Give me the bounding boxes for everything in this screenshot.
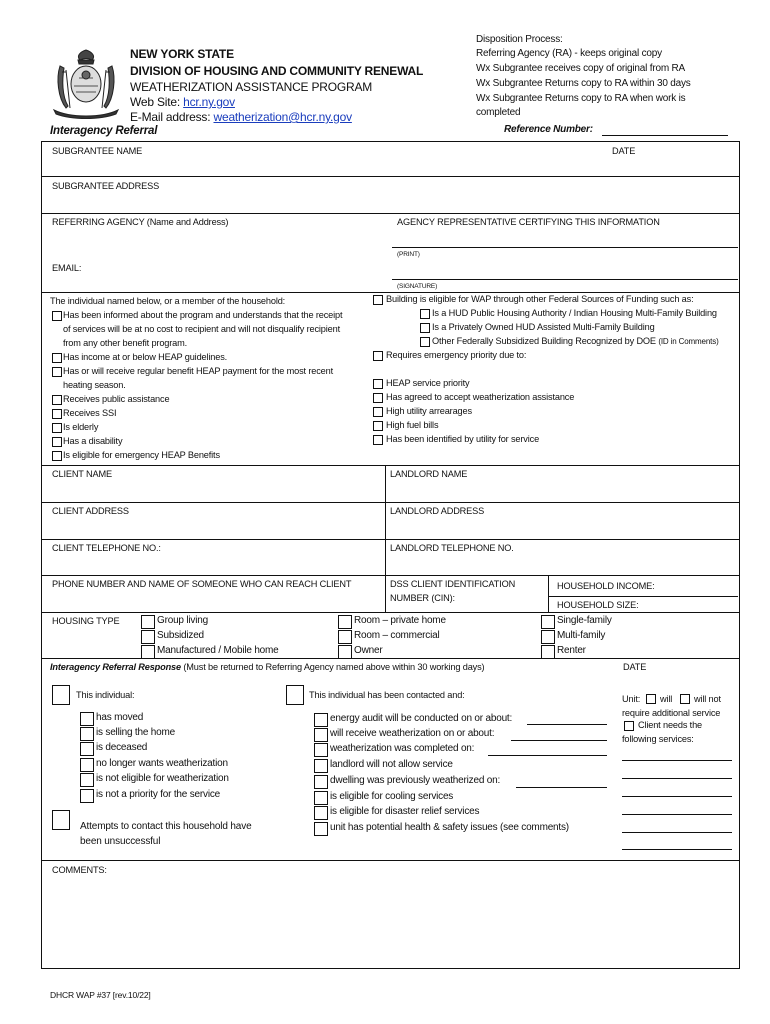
hud-private-checkbox[interactable] (420, 323, 430, 333)
public-assistance-text: Receives public assistance (63, 394, 170, 404)
comments-area[interactable] (44, 878, 736, 964)
not-eligible-text: is not eligible for weatherization (96, 773, 229, 784)
group-living-text: Group living (157, 615, 208, 626)
not-eligible-checkbox[interactable] (80, 773, 94, 787)
service-line[interactable] (622, 849, 732, 850)
subsidized-text: Subsidized (157, 630, 204, 641)
deceased-checkbox[interactable] (80, 742, 94, 756)
disposition-line: completed (476, 107, 521, 118)
form-number: DHCR WAP #37 [rev.10/22] (50, 990, 151, 1000)
hud-private-text: Is a Privately Owned HUD Assisted Multi-Family Building (432, 322, 655, 332)
response-title (50, 662, 484, 673)
heap-priority-text: HEAP service priority (386, 378, 470, 388)
emergency-priority-text: Requires emergency priority due to: (386, 350, 527, 360)
household-size-label: HOUSEHOLD SIZE: (557, 600, 639, 610)
utility-identified-text: Has been identified by utility for service (386, 434, 540, 444)
household-income-label: HOUSEHOLD INCOME: (557, 581, 655, 591)
client-address-label: CLIENT ADDRESS (52, 506, 129, 516)
service-line[interactable] (622, 778, 732, 779)
comments-label: COMMENTS: (52, 865, 107, 875)
informed-text: Has been informed about the program and understands that the receipt (63, 310, 343, 320)
manufactured-checkbox[interactable] (141, 645, 155, 659)
unit-will-not-checkbox[interactable] (680, 694, 690, 704)
disposition-line: Wx Subgrantee Returns copy to RA when work is (476, 93, 686, 104)
this-individual-text: This individual: (76, 690, 135, 700)
informed-text: from any other benefit program. (63, 338, 188, 348)
ssi-checkbox[interactable] (52, 409, 62, 419)
print-label: (PRINT) (397, 251, 420, 258)
not-priority-checkbox[interactable] (80, 789, 94, 803)
client-needs-checkbox[interactable] (624, 721, 634, 731)
multi-family-text: Multi-family (557, 630, 606, 641)
landlord-not-allow-text: landlord will not allow service (330, 759, 453, 770)
room-commercial-checkbox[interactable] (338, 630, 352, 644)
fuel-bills-checkbox[interactable] (373, 421, 383, 431)
emergency-heap-checkbox[interactable] (52, 451, 62, 461)
informed-text: of services will be at no cost to recipient and will not disqualify recipient (63, 324, 340, 334)
no-longer-wants-checkbox[interactable] (80, 758, 94, 772)
response-title-label: Interagency Referral Response (50, 662, 181, 672)
previously-weatherized-checkbox[interactable] (314, 775, 328, 789)
hud-pha-text: Is a HUD Public Housing Authority / Indian Housing Multi-Family Building (432, 308, 717, 318)
require-service-text: require additional service (622, 708, 721, 718)
unit-label: Unit: (622, 694, 641, 704)
previously-weatherized-date-field[interactable] (516, 787, 607, 788)
building-eligible-checkbox[interactable] (373, 295, 383, 305)
owner-text: Owner (354, 645, 383, 656)
single-family-checkbox[interactable] (541, 615, 555, 629)
landlord-address-label: LANDLORD ADDRESS (390, 506, 485, 516)
accept-wx-text: Has agreed to accept weatherization assistance (386, 392, 575, 402)
attempts-checkbox[interactable] (52, 810, 70, 830)
room-private-checkbox[interactable] (338, 615, 352, 629)
division-name: DIVISION OF HOUSING AND COMMUNITY RENEWAL (130, 64, 424, 78)
receive-wx-text: will receive weatherization on or about: (330, 728, 495, 739)
disaster-relief-checkbox[interactable] (314, 806, 328, 820)
client-phone-label: CLIENT TELEPHONE NO.: (52, 543, 161, 553)
public-assistance-checkbox[interactable] (52, 395, 62, 405)
informed-checkbox[interactable] (52, 311, 62, 321)
receive-wx-checkbox[interactable] (314, 728, 328, 742)
referring-agency-label: REFERRING AGENCY (Name and Address) (52, 217, 229, 227)
disposition-line: Referring Agency (RA) - keeps original copy (476, 48, 662, 59)
doe-building-checkbox[interactable] (420, 337, 430, 347)
hud-pha-checkbox[interactable] (420, 309, 430, 319)
health-safety-text: unit has potential health & safety issues (see comments) (330, 822, 569, 833)
ssi-text: Receives SSI (63, 408, 117, 418)
arrearages-text: High utility arrearages (386, 406, 472, 416)
heap-priority-checkbox[interactable] (373, 379, 383, 389)
selling-home-text: is selling the home (96, 727, 176, 738)
service-line[interactable] (622, 760, 732, 761)
attempts-text: been unsuccessful (80, 836, 161, 847)
response-note: (Must be returned to Referring Agency named above within 30 working days) (180, 662, 485, 672)
multi-family-checkbox[interactable] (541, 630, 555, 644)
has-moved-text: has moved (96, 712, 144, 723)
room-private-text: Room – private home (354, 615, 446, 626)
dss-label: NUMBER (CIN): (390, 593, 455, 603)
renter-text: Renter (557, 645, 586, 656)
contact-label: PHONE NUMBER AND NAME OF SOMEONE WHO CAN REACH CLIENT (52, 579, 352, 589)
disposition-line: Wx Subgrantee Returns copy to RA within 30 days (476, 78, 691, 89)
utility-identified-checkbox[interactable] (373, 435, 383, 445)
reference-number-field[interactable] (602, 135, 728, 136)
landlord-phone-label: LANDLORD TELEPHONE NO. (390, 543, 514, 553)
unit-will-not-text: will not (694, 694, 721, 704)
client-name-label: CLIENT NAME (52, 469, 112, 479)
landlord-not-allow-checkbox[interactable] (314, 759, 328, 773)
agency-rep-label: AGENCY REPRESENTATIVE CERTIFYING THIS INFORMATION (397, 217, 660, 227)
service-line[interactable] (622, 814, 732, 815)
cooling-checkbox[interactable] (314, 791, 328, 805)
energy-audit-checkbox[interactable] (314, 713, 328, 727)
unit-will-text: will (660, 694, 673, 704)
subgrantee-address-label: SUBGRANTEE ADDRESS (52, 181, 160, 191)
email-label: E-Mail address: (130, 110, 214, 124)
disability-checkbox[interactable] (52, 437, 62, 447)
email-link[interactable]: weatherization@hcr.ny.gov (213, 110, 352, 124)
energy-audit-text: energy audit will be conducted on or about: (330, 713, 513, 724)
manufactured-text: Manufactured / Mobile home (157, 645, 279, 656)
wx-completed-date-field[interactable] (488, 755, 607, 756)
state-seal (46, 48, 126, 120)
heap-income-text: Has income at or below HEAP guidelines. (63, 352, 228, 362)
disability-text: Has a disability (63, 436, 123, 446)
heap-payment-text: Has or will receive regular benefit HEAP payment for the most recent (63, 366, 333, 376)
elderly-checkbox[interactable] (52, 423, 62, 433)
state-name: NEW YORK STATE (130, 47, 234, 61)
doe-building-label: Other Federally Subsidized Building Recognized by DOE (432, 336, 656, 346)
disposition-line: Wx Subgrantee receives copy of original from RA (476, 63, 686, 74)
attempts-text: Attempts to contact this household have (80, 821, 252, 832)
elderly-text: Is elderly (63, 422, 99, 432)
heap-payment-text: heating season. (63, 380, 126, 390)
website-label: Web Site: (130, 95, 184, 109)
signature-label: (SIGNATURE) (397, 283, 438, 290)
program-name: WEATHERIZATION ASSISTANCE PROGRAM (130, 80, 373, 94)
room-commercial-text: Room – commercial (354, 630, 440, 641)
receive-wx-date-field[interactable] (511, 740, 607, 741)
doe-building-note: (ID in Comments) (658, 337, 719, 346)
has-moved-checkbox[interactable] (80, 712, 94, 726)
reference-number-label: Reference Number: (504, 124, 593, 135)
landlord-name-label: LANDLORD NAME (390, 469, 468, 479)
owner-checkbox[interactable] (338, 645, 352, 659)
emergency-priority-checkbox[interactable] (373, 351, 383, 361)
building-eligible-text: Building is eligible for WAP through other Federal Sources of Funding such as: (386, 294, 694, 304)
accept-wx-checkbox[interactable] (373, 393, 383, 403)
renter-checkbox[interactable] (541, 645, 555, 659)
cooling-text: is eligible for cooling services (330, 791, 454, 802)
website-link[interactable]: hcr.ny.gov (183, 95, 235, 109)
service-line[interactable] (622, 796, 732, 797)
this-individual-checkbox[interactable] (52, 685, 70, 705)
energy-audit-date-field[interactable] (527, 724, 607, 725)
fuel-bills-text: High fuel bills (386, 420, 439, 430)
wx-completed-checkbox[interactable] (314, 743, 328, 757)
heap-income-checkbox[interactable] (52, 353, 62, 363)
heap-payment-checkbox[interactable] (52, 367, 62, 377)
form-title: Interagency Referral (50, 125, 158, 137)
subsidized-checkbox[interactable] (141, 630, 155, 644)
doe-building-text (432, 336, 719, 347)
contacted-checkbox[interactable] (286, 685, 304, 705)
date-label: DATE (612, 146, 636, 156)
deceased-text: is deceased (96, 742, 148, 753)
contacted-text: This individual has been contacted and: (309, 690, 465, 700)
dss-label: DSS CLIENT IDENTIFICATION (390, 579, 516, 589)
response-date-label: DATE (623, 662, 647, 672)
selling-home-checkbox[interactable] (80, 727, 94, 741)
not-priority-text: is not a priority for the service (96, 789, 221, 800)
housing-type-label: HOUSING TYPE (52, 616, 120, 626)
health-safety-checkbox[interactable] (314, 822, 328, 836)
email-field-label: EMAIL: (52, 263, 82, 273)
email-line (130, 111, 352, 123)
no-longer-wants-text: no longer wants weatherization (96, 758, 228, 769)
unit-will-checkbox[interactable] (646, 694, 656, 704)
subgrantee-name-label: SUBGRANTEE NAME (52, 146, 143, 156)
disposition-title: Disposition Process: (476, 34, 563, 45)
website-line (130, 96, 235, 108)
disaster-relief-text: is eligible for disaster relief services (330, 806, 480, 817)
arrearages-checkbox[interactable] (373, 407, 383, 417)
emergency-heap-text: Is eligible for emergency HEAP Benefits (63, 450, 220, 460)
client-needs-text: following services: (622, 734, 694, 744)
previously-weatherized-text: dwelling was previously weatherized on: (330, 775, 501, 786)
service-line[interactable] (622, 832, 732, 833)
wx-completed-text: weatherization was completed on: (330, 743, 475, 754)
group-living-checkbox[interactable] (141, 615, 155, 629)
client-needs-text: Client needs the (638, 720, 702, 730)
eligibility-intro: The individual named below, or a member of the household: (50, 296, 286, 306)
single-family-text: Single-family (557, 615, 612, 626)
